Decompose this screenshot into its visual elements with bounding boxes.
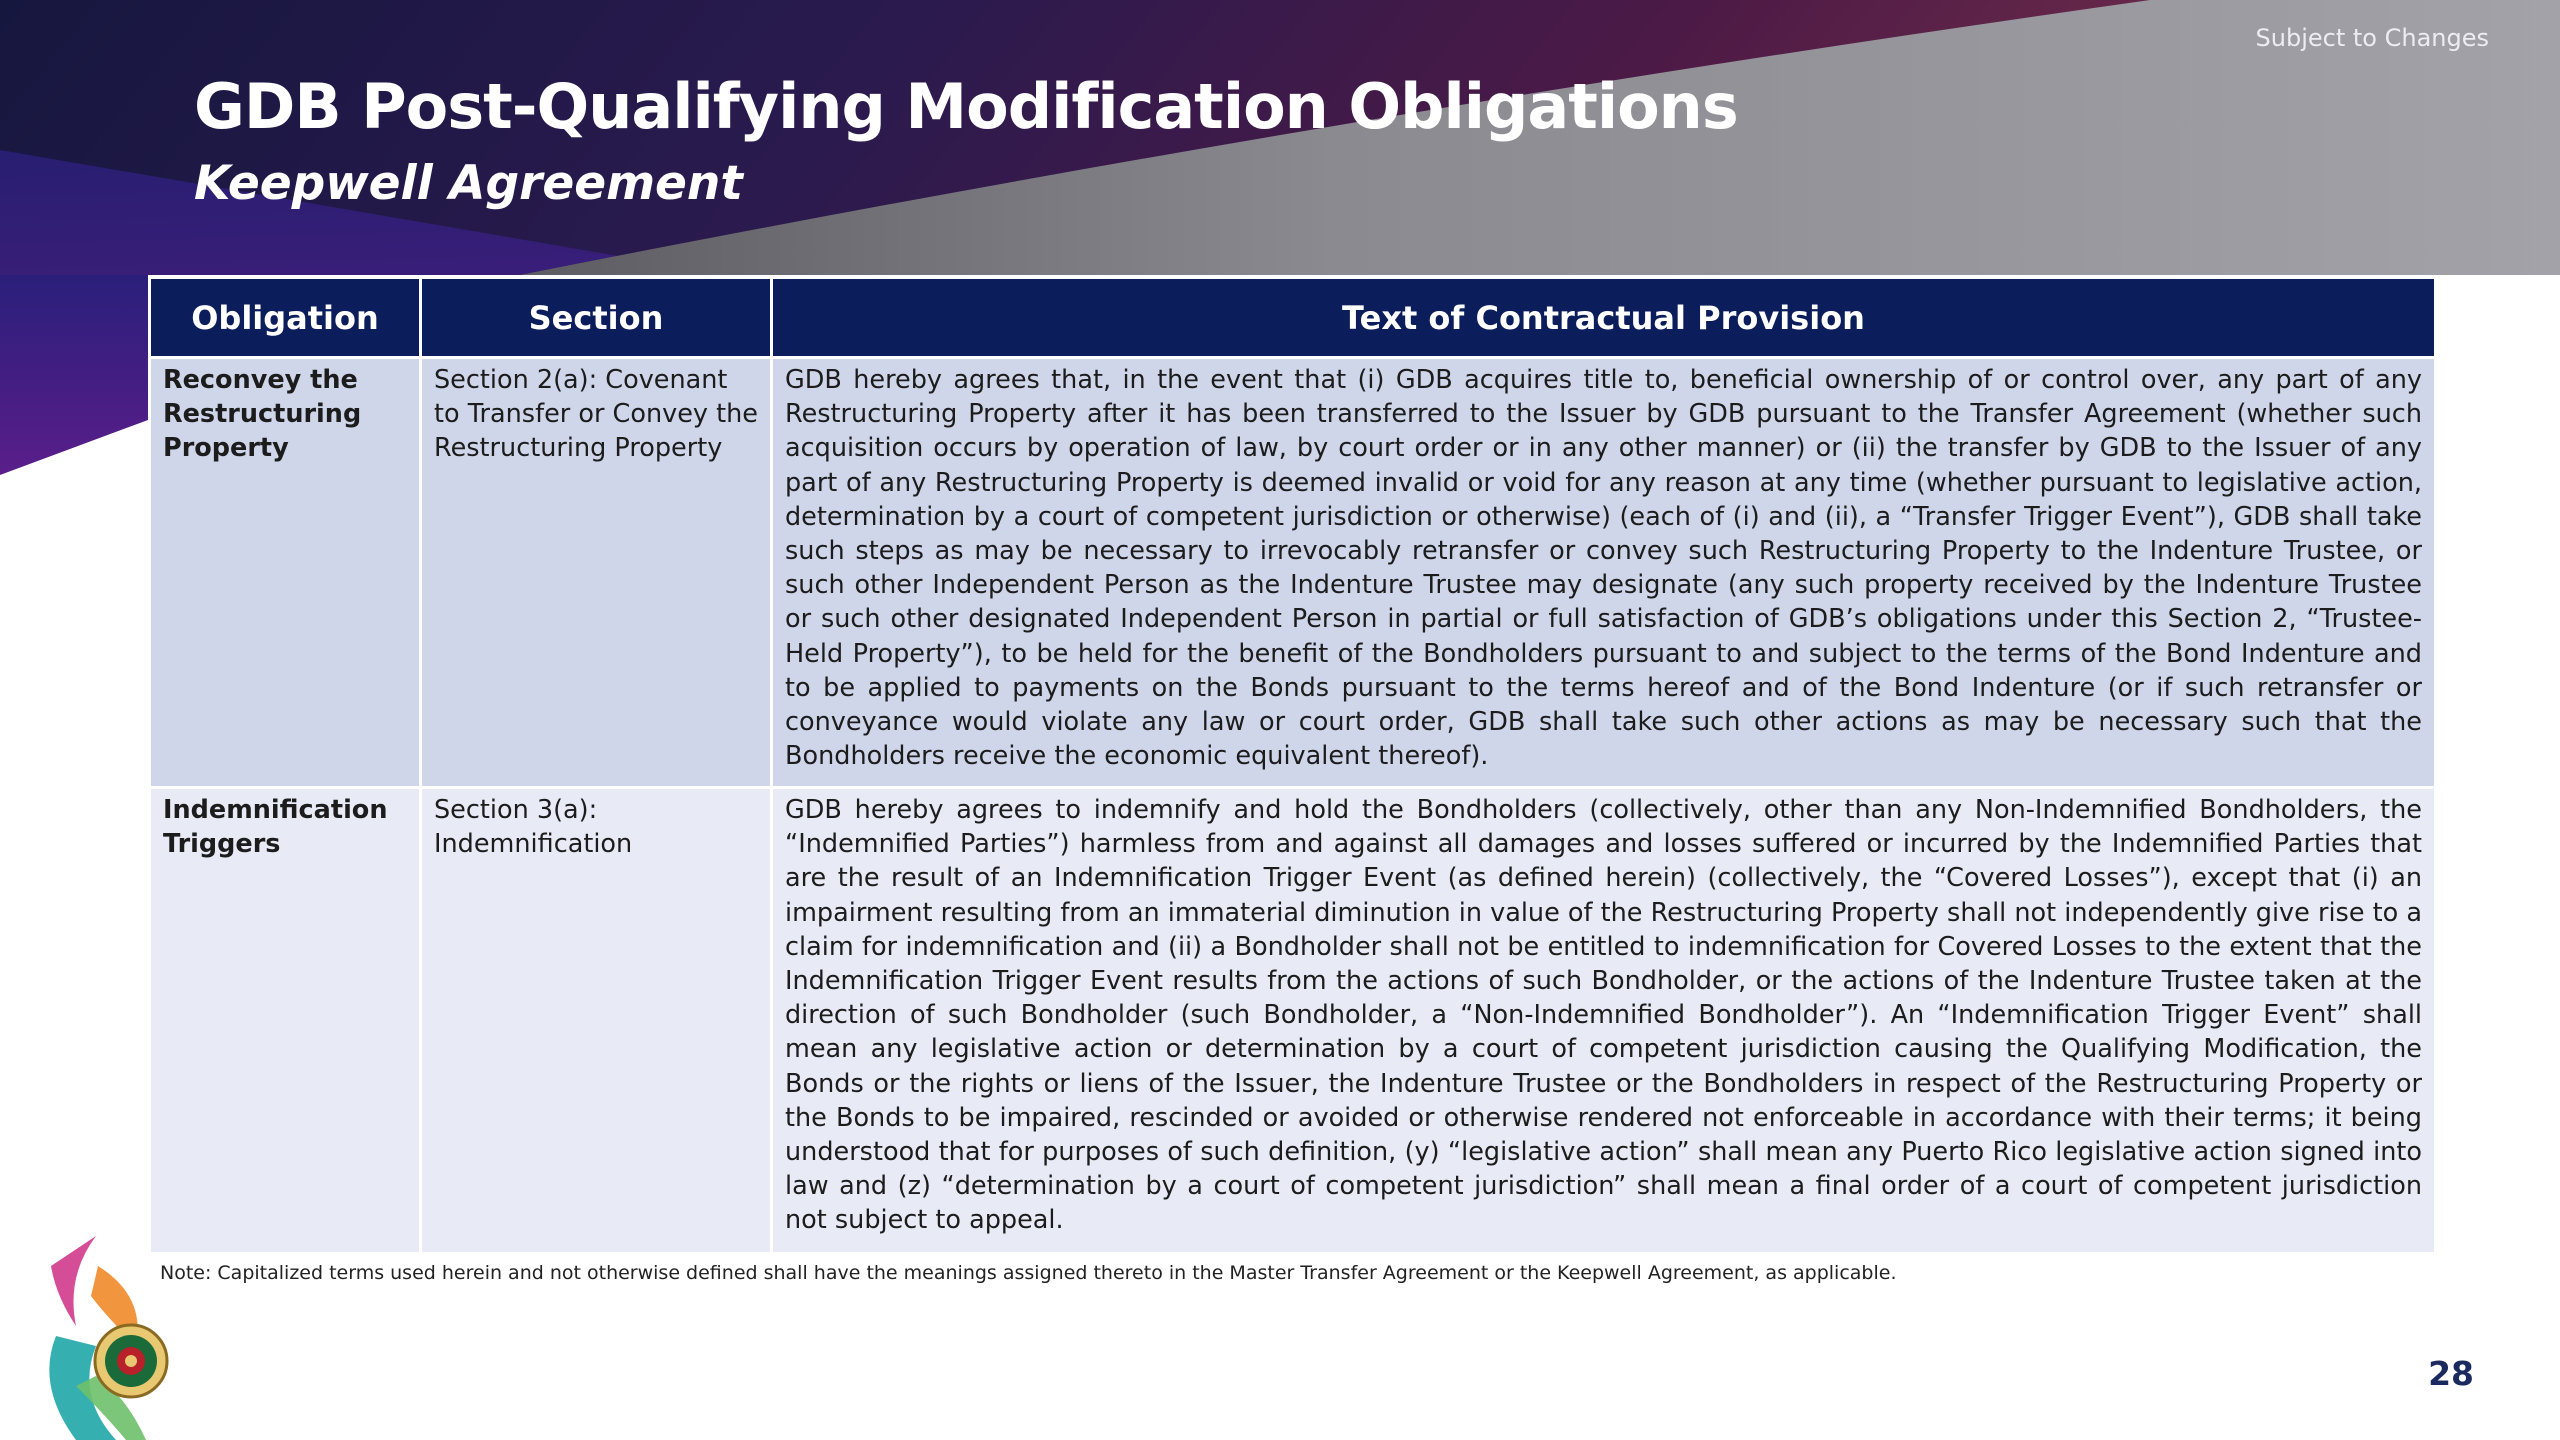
provision-text-cell: GDB hereby agrees to indemnify and hold the Bondholders (collectively, other than any Non-Indemnified Bondholders, the “Indemnified Parties”) harmless from and against all damages and losses suffered or incurred by the Indemnified Parties that are the result of an Indemnification Trigger Event (as defined herein) (collectively, the “Covered Losses”), except that (i) an impairment resulting from an immaterial diminution in value of the Restructuring Property shall not independently give rise to a claim for indemnification and (ii) a Bondholder shall not be entitled to indemnification for Covered Losses to the extent that the Indemnification Trigger Event results from the actions of such Bondholder, or the actions of the Indenture Trustee taken at the direction of such Bondholder (such Bondholder, a “Non-Indemnified Bondholder”). An “Indemnification Trigger Event” shall mean any legislative action or determination by a court of competent jurisdiction causing the Qualifying Modification, the Bonds or the rights or liens of the Issuer, the Indenture Trustee or the Bondholders in respect of the Restructuring Property or the Bonds to be impaired, rescinded or avoided or otherwise rendered not enforceable in accordance with their terms; it being understood that for purposes of such definition, (y) “legislative action” shall mean any Puerto Rico legislative action signed into law and (z) “determination by a court of competent jurisdiction” shall mean a final order of a court of competent jurisdiction not subject to appeal. — [772, 788, 2436, 1254]
table-row — [150, 358, 2436, 788]
section-cell: Section 2(a): Covenant to Transfer or Convey the Restructuring Property — [421, 358, 772, 788]
page-number: 28 — [2428, 1354, 2474, 1393]
obligation-cell: Reconvey the Restructuring Property — [150, 358, 421, 788]
provision-text-cell: GDB hereby agrees that, in the event that (i) GDB acquires title to, beneficial ownership of or control over, any part of any Restructuring Property after it has been transferred to the Issuer by GDB pursuant to the Transfer Agreement (whether such acquisition occurs by operation of law, by court order or in any other manner) or (ii) the transfer by GDB to the Issuer of any part of any Restructuring Property is deemed invalid or void for any reason at any time (whether pursuant to legislative action, determination by a court of competent jurisdiction or otherwise) (each of (i) and (ii), a “Transfer Trigger Event”), GDB shall take such steps as may be necessary to irrevocably retransfer or convey such Restructuring Property to the Indenture Trustee, or such other Independent Person as the Indenture Trustee may designate (any such property received by the Indenture Trustee or such other designated Independent Person in partial or full satisfaction of GDB’s obligations under this Section 2, “Trustee-Held Property”), to be held for the benefit of the Bondholders pursuant to and subject to the terms of the Bond Indenture and to be applied to payments on the Bonds pursuant to the terms hereof and of the Bond Indenture (or if such retransfer or conveyance would violate any law or court order, GDB shall take such other actions as may be necessary such that the Bondholders receive the economic equivalent thereof). — [772, 358, 2436, 788]
subject-to-changes-label: Subject to Changes — [2255, 24, 2489, 52]
provisions-table — [148, 276, 2437, 1255]
section-cell: Section 3(a): Indemnification — [421, 788, 772, 1254]
column-header-text: Text of Contractual Provision — [772, 278, 2436, 358]
obligation-cell: Indemnification Triggers — [150, 788, 421, 1254]
table-header-row — [150, 278, 2436, 358]
column-header-obligation: Obligation — [150, 278, 421, 358]
footnote: Note: Capitalized terms used herein and not otherwise defined shall have the meanings assigned thereto in the Master Transfer Agreement or the Keepwell Agreement, as applicable. — [160, 1262, 1897, 1284]
page-title: GDB Post-Qualifying Modification Obligations — [194, 70, 1738, 143]
table-row — [150, 788, 2436, 1254]
column-header-section: Section — [421, 278, 772, 358]
page-subtitle: Keepwell Agreement — [194, 156, 743, 211]
